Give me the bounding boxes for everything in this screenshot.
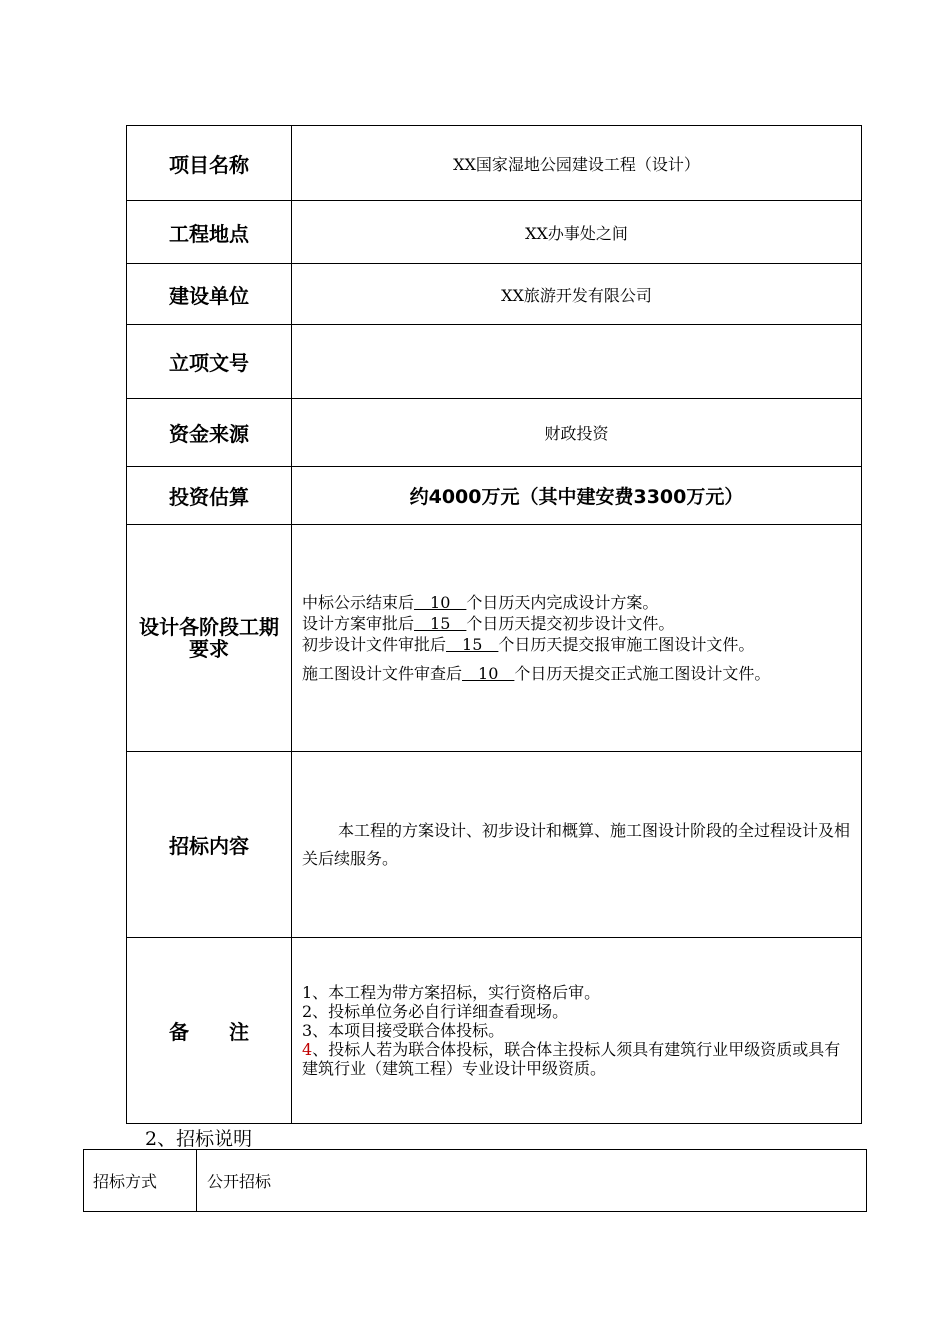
row-notes xyxy=(127,938,862,1124)
note-item-2: 2、投标单位务必自行详细查看现场。 xyxy=(302,1002,569,1021)
notes-value xyxy=(292,938,862,1124)
row-bid-method xyxy=(84,1150,867,1212)
row-scope xyxy=(127,752,862,938)
owner-label: 建设单位 xyxy=(127,264,292,325)
schedule-line-2: 设计方案审批后 15 个日历天提交初步设计文件。 xyxy=(302,614,675,633)
note-item-3: 3、本项目接受联合体投标。 xyxy=(302,1021,505,1040)
owner-value: XX旅游开发有限公司 xyxy=(292,264,862,325)
schedule-label: 设计各阶段工期要求 xyxy=(127,525,292,752)
row-location xyxy=(127,201,862,264)
row-investment xyxy=(127,467,862,525)
project-name-label: 项目名称 xyxy=(127,126,292,201)
scope-label: 招标内容 xyxy=(127,752,292,938)
approval-no-label: 立项文号 xyxy=(127,325,292,399)
funding-value: 财政投资 xyxy=(292,399,862,467)
location-label: 工程地点 xyxy=(127,201,292,264)
note-item-1: 1、本工程为带方案招标，实行资格后审。 xyxy=(302,983,601,1002)
scope-text: 本工程的方案设计、初步设计和概算、施工图设计阶段的全过程设计及相关后续服务。 xyxy=(302,820,851,868)
scope-value xyxy=(292,752,862,938)
bid-method-value: 公开招标 xyxy=(197,1150,867,1212)
project-name-value: XX国家湿地公园建设工程（设计） xyxy=(292,126,862,201)
schedule-line-3: 初步设计文件审批后 15 个日历天提交报审施工图设计文件。 xyxy=(302,635,755,654)
note-item-4-text: 、投标人若为联合体投标，联合体主投标人须具有建筑行业甲级资质或具有建筑行业（建筑工程）专业设计甲级资质。 xyxy=(302,1040,841,1078)
project-info-table xyxy=(126,125,862,1124)
row-approval-no xyxy=(127,325,862,399)
schedule-line-4: 施工图设计文件审查后 10 个日历天提交正式施工图设计文件。 xyxy=(302,664,771,683)
row-schedule xyxy=(127,525,862,752)
investment-label: 投资估算 xyxy=(127,467,292,525)
schedule-value xyxy=(292,525,862,752)
notes-label: 备 注 xyxy=(127,938,292,1124)
funding-label: 资金来源 xyxy=(127,399,292,467)
bid-method-label: 招标方式 xyxy=(84,1150,197,1212)
location-value: XX办事处之间 xyxy=(292,201,862,264)
section-heading: 2、招标说明 xyxy=(145,1128,253,1150)
schedule-line-1: 中标公示结束后 10 个日历天内完成设计方案。 xyxy=(302,593,659,612)
row-project-name xyxy=(127,126,862,201)
row-owner xyxy=(127,264,862,325)
approval-no-value xyxy=(292,325,862,399)
note-item-4-number: 4 xyxy=(302,1040,313,1059)
investment-value: 约4000万元（其中建安费3300万元） xyxy=(292,467,862,525)
row-funding xyxy=(127,399,862,467)
bidding-method-table xyxy=(83,1149,867,1212)
note-item-4 xyxy=(302,1040,853,1078)
